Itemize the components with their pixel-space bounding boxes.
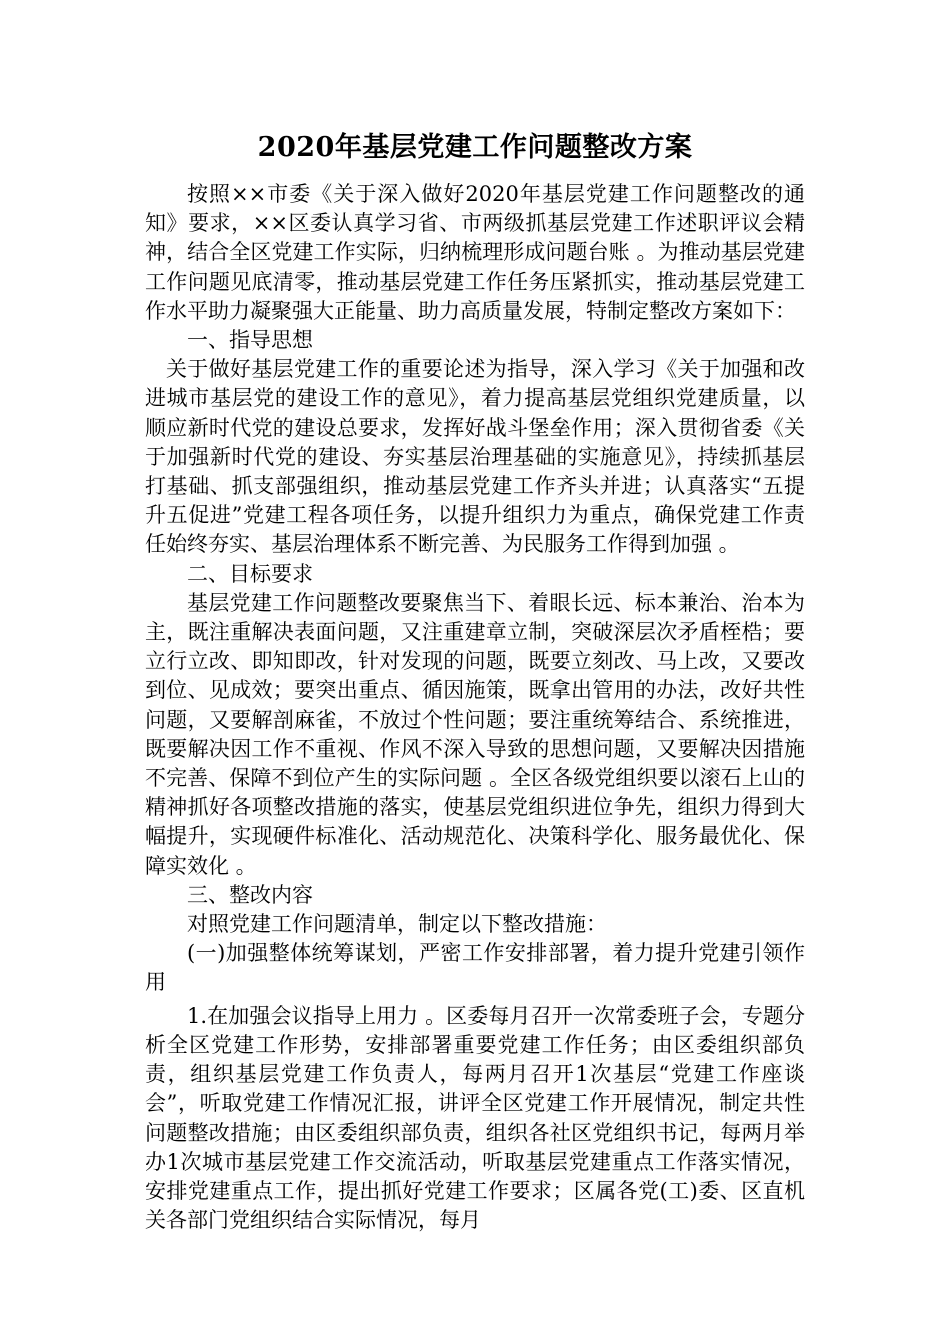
section-body-guiding-ideology: 关于做好基层党建工作的重要论述为指导，深入学习《关于加强和改进城市基层党的建设工作的意见》，着力提高基层党组织党建质量，以顺应新时代党的建设总要求，发挥好战斗堡垒作用；深入贯彻省委《关于加强新时代党的建设、夯实基层治理基础的实施意见》，持续抓基层打基础、抓支部强组织，推动基层党建工作齐头并进；认真落实“五提升五促进”党建工程各项任务，以提升组织力为重点，确保党建工作责任始终夯实、基层治理体系不断完善、为民服务工作得到加强 。 (145, 357, 805, 557)
item-1-body: 1.在加强会议指导上用力 。区委每月召开一次常委班子会，专题分析全区党建工作形势，安排部署重要党建工作任务；由区委组织部负责，组织基层党建工作负责人，每两月召开1次基层“党建工作座谈会”，听取党建工作情况汇报，讲评全区党建工作开展情况，制定共性问题整改措施；由区委组织部负责，组织各社区党组织书记，每两月举办1次城市基层党建工作交流活动，听取基层党建重点工作落实情况，安排党建重点工作，提出抓好党建工作要求；区属各党(工)委、区直机关各部门党组织结合实际情况，每月 (145, 1003, 805, 1233)
section-body-goals: 基层党建工作问题整改要聚焦当下、着眼长远、标本兼治、治本为主，既注重解决表面问题，又注重建章立制，突破深层次矛盾桎梏；要立行立改、即知即改，针对发现的问题，既要立刻改、马上改，又要改到位、见成效；要突出重点、循因施策，既拿出管用的办法，改好共性问题，又要解剖麻雀，不放过个性问题；要注重统筹结合、系统推进，既要解决因工作不重视、作风不深入导致的思想问题，又要解决因措施不完善、保障不到位产生的实际问题 。全区各级党组织要以滚石上山的精神抓好各项整改措施的落实，使基层党组织进位争先，组织力得到大幅提升，实现硬件标准化、活动规范化、决策科学化、服务最优化、保障实效化 。 (145, 590, 805, 878)
document-page (145, 128, 805, 1235)
section-heading-rectification: 三、整改内容 (187, 882, 313, 907)
document-title: 2020年基层党建工作问题整改方案 (257, 132, 693, 163)
intro-paragraph: 按照××市委《关于深入做好2020年基层党建工作问题整改的通知》要求，××区委认真学习省、市两级抓基层党建工作述职评议会精神，结合全区党建工作实际，归纳梳理形成问题台账 。为推动基层党建工作问题见底清零，推动基层党建工作任务压紧抓实，推动基层党建工作水平助力凝聚强大正能量、助力高质量发展，特制定整改方案如下： (145, 182, 805, 323)
section-intro-rectification: 对照党建工作问题清单，制定以下整改措施： (187, 912, 607, 937)
subsection-heading-1: (一)加强整体统筹谋划，严密工作安排部署，着力提升党建引领作用 (145, 941, 805, 995)
section-heading-guiding-ideology: 一、指导思想 (187, 328, 313, 353)
section-heading-goals: 二、目标要求 (187, 561, 313, 586)
